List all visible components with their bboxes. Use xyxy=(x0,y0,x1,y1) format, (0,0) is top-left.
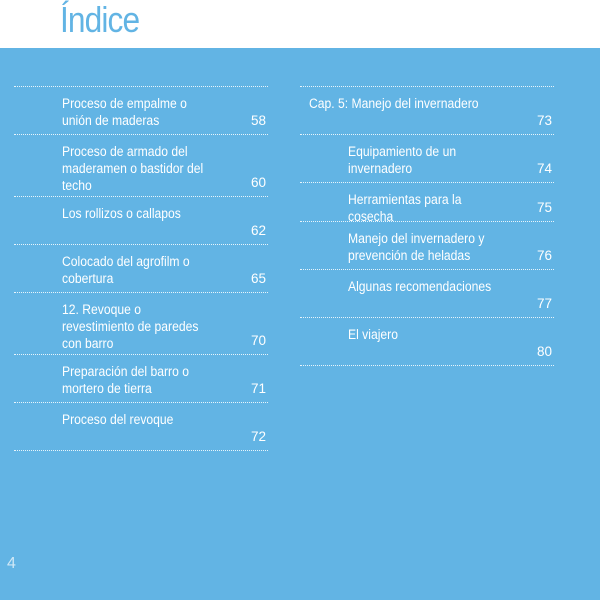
toc-entry-title-line: maderamen o bastidor del xyxy=(62,161,204,176)
toc-entry-title-line: Algunas recomendaciones xyxy=(348,279,492,294)
toc-entry-title-line: prevención de heladas xyxy=(348,248,471,263)
page-header xyxy=(0,0,600,48)
toc-entry-page: 70 xyxy=(250,333,266,348)
toc-entry[interactable] xyxy=(14,135,268,196)
toc-entry-title xyxy=(309,95,479,112)
toc-entry-title-line: Proceso de armado del xyxy=(62,144,188,159)
toc-entry-title-line: El viajero xyxy=(348,327,398,342)
toc-entry-page: 62 xyxy=(250,223,266,238)
toc-entry-title-line: Equipamiento de un xyxy=(348,144,457,159)
toc-entry[interactable] xyxy=(300,318,554,365)
toc-entry-title xyxy=(62,411,173,428)
toc-entry-title-line: Preparación del barro o xyxy=(62,364,189,379)
toc-entry-title-line: mortero de tierra xyxy=(62,381,152,396)
toc-entry[interactable] xyxy=(14,197,268,244)
toc-entry-page: 73 xyxy=(536,113,552,128)
page-title: Índice xyxy=(60,0,140,40)
toc-entry-page: 58 xyxy=(250,113,266,128)
toc-entry-title-line: techo xyxy=(62,178,92,193)
toc-entry-title-line: Los rollizos o callapos xyxy=(62,206,181,221)
toc-entry-title-line: Colocado del agrofilm o xyxy=(62,254,190,269)
toc-entry-page: 75 xyxy=(536,200,552,215)
toc-entry-page: 74 xyxy=(536,161,552,176)
toc-entry-title-line: Cap. 5: Manejo del invernadero xyxy=(309,96,479,111)
toc-divider xyxy=(300,365,554,366)
toc-entry[interactable] xyxy=(14,403,268,450)
toc-entry[interactable] xyxy=(300,183,554,224)
page-number: 4 xyxy=(7,555,16,572)
toc-entry-page: 65 xyxy=(250,271,266,286)
toc-entry-title-line: 12. Revoque o xyxy=(62,302,142,317)
toc-entry-title xyxy=(348,326,398,343)
toc-entry-title-line: Proceso del revoque xyxy=(62,412,174,427)
toc-entry[interactable] xyxy=(14,293,268,354)
toc-entry-title-line: unión de maderas xyxy=(62,113,160,128)
toc-divider xyxy=(14,450,268,451)
toc-entry-title xyxy=(348,230,484,264)
toc-entry-title-line: Proceso de empalme o xyxy=(62,96,187,111)
toc-entry-title-line: con barro xyxy=(62,336,114,351)
toc-entry-title xyxy=(62,363,189,397)
toc-entry[interactable] xyxy=(300,135,554,182)
toc-entry-page: 71 xyxy=(250,381,266,396)
toc-entry-title xyxy=(62,143,203,194)
toc-entry[interactable] xyxy=(14,245,268,292)
toc-entry-title xyxy=(62,253,190,287)
toc-entry-page: 77 xyxy=(536,296,552,311)
toc-entry-title xyxy=(348,191,461,225)
toc-entry-title xyxy=(62,95,187,129)
toc-entry[interactable] xyxy=(300,270,554,317)
toc-entry-title xyxy=(348,143,456,177)
toc-entry[interactable] xyxy=(14,87,268,134)
toc-entry[interactable] xyxy=(300,87,554,134)
toc-entry-title xyxy=(62,301,198,352)
toc-entry-title-line: cobertura xyxy=(62,271,114,286)
toc-entry-title-line: cosecha xyxy=(348,209,394,224)
toc-entry-page: 76 xyxy=(536,248,552,263)
toc-entry[interactable] xyxy=(300,222,554,269)
toc-entry-title-line: invernadero xyxy=(348,161,413,176)
toc-entry-title-line: Herramientas para la xyxy=(348,192,462,207)
toc-entry-title-line: revestimiento de paredes xyxy=(62,319,199,334)
toc-entry-page: 72 xyxy=(250,429,266,444)
toc-right-column xyxy=(300,86,554,366)
toc-entry-title xyxy=(348,278,491,295)
toc-entry-page: 80 xyxy=(536,344,552,359)
toc-left-column xyxy=(14,86,268,451)
toc-entry-page: 60 xyxy=(250,175,266,190)
toc-entry-title-line: Manejo del invernadero y xyxy=(348,231,485,246)
toc-entry[interactable] xyxy=(14,355,268,402)
toc-entry-title xyxy=(62,205,181,222)
